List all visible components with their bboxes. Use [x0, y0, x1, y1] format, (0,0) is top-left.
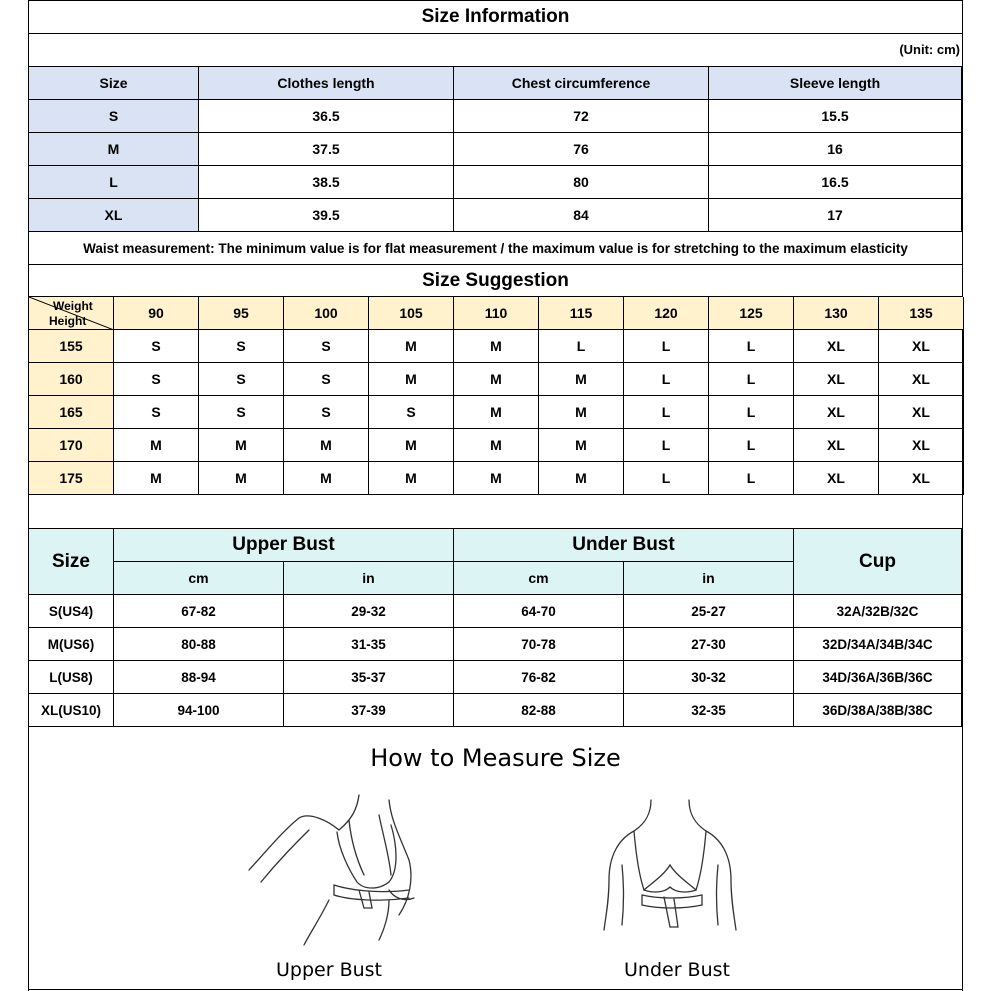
size-suggestion-cell: M: [369, 363, 454, 396]
size-suggestion-cell: S: [114, 330, 199, 363]
unit-header: cm: [114, 562, 284, 595]
size-suggestion-cell: M: [369, 429, 454, 462]
upper-bust-illustration: [239, 790, 439, 950]
unit-header: in: [284, 562, 454, 595]
table-cell: 80: [454, 166, 709, 199]
size-suggestion-cell: L: [709, 396, 794, 429]
size-suggestion-cell: XL: [879, 429, 964, 462]
bust-value-cell: 94-100: [114, 694, 284, 727]
table-cell: 16: [709, 133, 962, 166]
height-label-cell: 175: [29, 462, 114, 495]
size-suggestion-cell: M: [539, 363, 624, 396]
size-suggestion-cell: S: [199, 396, 284, 429]
weight-header: 115: [539, 297, 624, 330]
table-cell: 76: [454, 133, 709, 166]
size-info-title: Size Information: [29, 0, 962, 34]
size-suggestion-cell: M: [454, 396, 539, 429]
size-suggestion-cell: S: [284, 363, 369, 396]
size-suggestion-cell: M: [199, 429, 284, 462]
weight-header: 130: [794, 297, 879, 330]
size-suggestion-cell: S: [114, 363, 199, 396]
bust-value-cell: 67-82: [114, 595, 284, 628]
bust-value-cell: 88-94: [114, 661, 284, 694]
size-suggestion-title: Size Suggestion: [29, 265, 962, 297]
measure-title: How to Measure Size: [370, 744, 621, 772]
under-bust-header: Under Bust: [454, 529, 794, 562]
size-suggestion-cell: XL: [879, 462, 964, 495]
size-suggestion-cell: S: [114, 396, 199, 429]
weight-header: 135: [879, 297, 964, 330]
unit-header: in: [624, 562, 794, 595]
bust-value-cell: 30-32: [624, 661, 794, 694]
size-label-cell: S: [29, 100, 199, 133]
size-label-cell: M: [29, 133, 199, 166]
bottom-border: [29, 989, 962, 990]
waist-note: Waist measurement: The minimum value is for flat measurement / the maximum value is for stretching to the maximum elasticity: [29, 232, 962, 265]
size-suggestion-cell: M: [454, 429, 539, 462]
bust-size-cell: XL(US10): [29, 694, 114, 727]
size-suggestion-cell: L: [624, 396, 709, 429]
table-cell: 38.5: [199, 166, 454, 199]
bust-value-cell: 37-39: [284, 694, 454, 727]
size-suggestion-cell: XL: [879, 330, 964, 363]
weight-height-corner: [29, 297, 114, 330]
bust-value-cell: 36D/38A/38B/38C: [794, 694, 962, 727]
size-suggestion-cell: M: [284, 429, 369, 462]
size-suggestion-cell: M: [114, 462, 199, 495]
size-suggestion-cell: S: [284, 330, 369, 363]
bust-value-cell: 82-88: [454, 694, 624, 727]
bust-value-cell: 76-82: [454, 661, 624, 694]
size-suggestion-cell: L: [709, 363, 794, 396]
size-suggestion-cell: M: [369, 330, 454, 363]
bust-size-cell: M(US6): [29, 628, 114, 661]
upper-bust-header: Upper Bust: [114, 529, 454, 562]
size-suggestion-cell: XL: [879, 363, 964, 396]
bust-size-cell: L(US8): [29, 661, 114, 694]
size-suggestion-cell: L: [539, 330, 624, 363]
size-suggestion-cell: L: [624, 363, 709, 396]
size-suggestion-cell: L: [709, 429, 794, 462]
upper-bust-caption: Upper Bust: [276, 959, 382, 981]
size-label-cell: L: [29, 166, 199, 199]
weight-header: 95: [199, 297, 284, 330]
table-cell: 17: [709, 199, 962, 232]
bust-value-cell: 32A/32B/32C: [794, 595, 962, 628]
size-chart: [28, 0, 963, 991]
corner-diagonal: [29, 297, 114, 330]
column-header: Size: [29, 67, 199, 100]
unit-header: cm: [454, 562, 624, 595]
size-suggestion-cell: S: [369, 396, 454, 429]
size-suggestion-cell: XL: [794, 429, 879, 462]
cup-header: Cup: [794, 529, 962, 595]
size-suggestion-cell: L: [709, 462, 794, 495]
bust-value-cell: 64-70: [454, 595, 624, 628]
size-suggestion-cell: M: [454, 462, 539, 495]
bust-value-cell: 80-88: [114, 628, 284, 661]
size-suggestion-cell: M: [539, 462, 624, 495]
column-header: Clothes length: [199, 67, 454, 100]
bust-value-cell: 32-35: [624, 694, 794, 727]
size-suggestion-cell: L: [709, 330, 794, 363]
under-bust-caption: Under Bust: [624, 959, 730, 981]
size-suggestion-cell: XL: [794, 462, 879, 495]
height-label-cell: 155: [29, 330, 114, 363]
size-suggestion-cell: S: [199, 330, 284, 363]
table-cell: 84: [454, 199, 709, 232]
size-suggestion-cell: M: [539, 429, 624, 462]
table-cell: 72: [454, 100, 709, 133]
bust-size-header: Size: [29, 529, 114, 595]
weight-header: 110: [454, 297, 539, 330]
size-suggestion-cell: XL: [794, 396, 879, 429]
corner-weight-label: Weight: [53, 299, 93, 313]
size-suggestion-cell: L: [624, 462, 709, 495]
bust-value-cell: 34D/36A/36B/36C: [794, 661, 962, 694]
bust-value-cell: 32D/34A/34B/34C: [794, 628, 962, 661]
bust-value-cell: 27-30: [624, 628, 794, 661]
size-suggestion-cell: XL: [794, 330, 879, 363]
weight-header: 100: [284, 297, 369, 330]
size-suggestion-cell: M: [454, 330, 539, 363]
bust-value-cell: 29-32: [284, 595, 454, 628]
size-suggestion-cell: L: [624, 429, 709, 462]
size-suggestion-cell: S: [199, 363, 284, 396]
size-suggestion-cell: M: [284, 462, 369, 495]
size-suggestion-cell: L: [624, 330, 709, 363]
unit-note: (Unit: cm): [29, 34, 962, 67]
height-label-cell: 170: [29, 429, 114, 462]
column-header: Sleeve length: [709, 67, 962, 100]
weight-header: 120: [624, 297, 709, 330]
bust-size-cell: S(US4): [29, 595, 114, 628]
size-suggestion-cell: M: [539, 396, 624, 429]
size-suggestion-cell: M: [199, 462, 284, 495]
size-suggestion-cell: M: [454, 363, 539, 396]
corner-height-label: Height: [49, 314, 87, 328]
table-cell: 36.5: [199, 100, 454, 133]
weight-header: 90: [114, 297, 199, 330]
under-bust-illustration: [594, 795, 754, 945]
table-cell: 15.5: [709, 100, 962, 133]
table-cell: 39.5: [199, 199, 454, 232]
weight-header: 105: [369, 297, 454, 330]
bust-value-cell: 35-37: [284, 661, 454, 694]
size-suggestion-cell: M: [114, 429, 199, 462]
weight-header: 125: [709, 297, 794, 330]
bust-value-cell: 25-27: [624, 595, 794, 628]
column-header: Chest circumference: [454, 67, 709, 100]
bust-value-cell: 70-78: [454, 628, 624, 661]
size-suggestion-cell: S: [284, 396, 369, 429]
table-cell: 16.5: [709, 166, 962, 199]
size-suggestion-cell: XL: [879, 396, 964, 429]
size-label-cell: XL: [29, 199, 199, 232]
spacer-row: [29, 495, 962, 529]
size-suggestion-cell: M: [369, 462, 454, 495]
height-label-cell: 165: [29, 396, 114, 429]
size-suggestion-cell: XL: [794, 363, 879, 396]
bust-value-cell: 31-35: [284, 628, 454, 661]
height-label-cell: 160: [29, 363, 114, 396]
table-cell: 37.5: [199, 133, 454, 166]
